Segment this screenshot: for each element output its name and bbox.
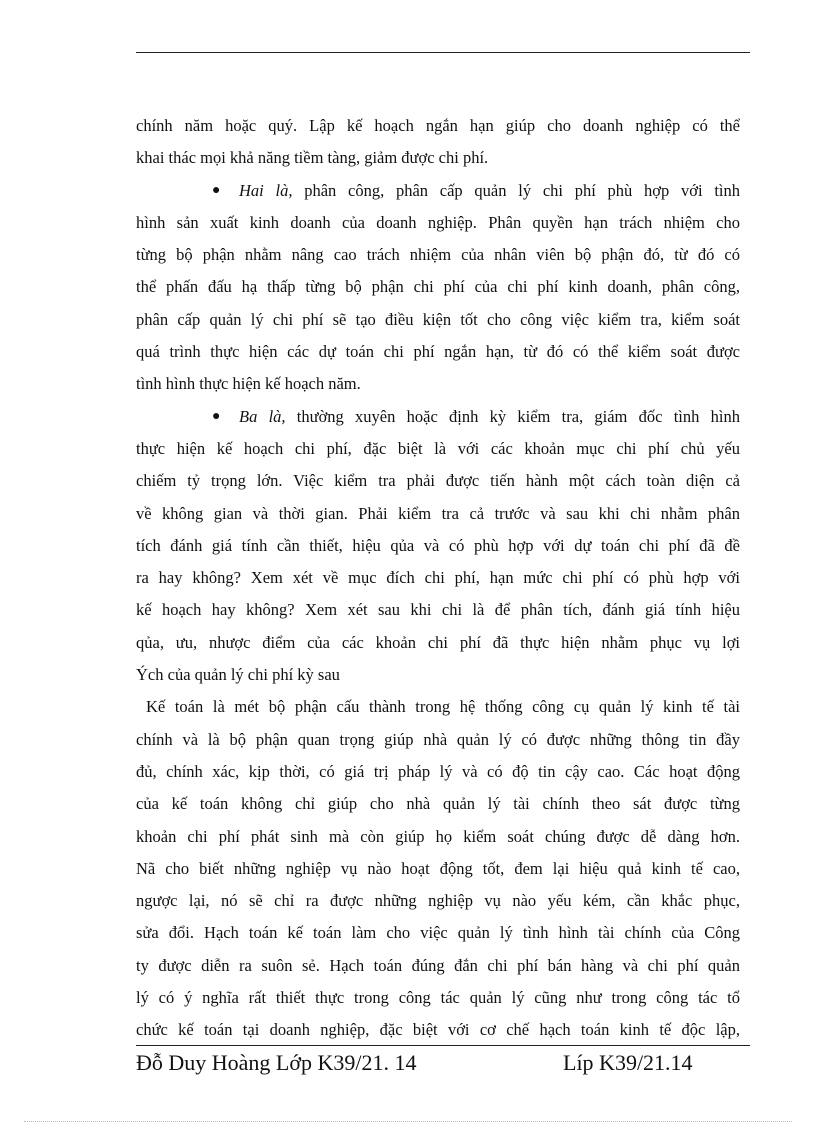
text-line: hình sản xuất kinh doanh của doanh nghiệp. Phân quyền hạn trách nhiệm cho <box>136 212 740 232</box>
bullet-icon: ● <box>212 408 221 424</box>
text-line: từng bộ phận nhằm nâng cao trách nhiệm của nhân viên bộ phận đó, từ đó có <box>136 245 740 265</box>
footer-class: Líp K39/21.14 <box>563 1050 693 1075</box>
bullet-text <box>239 401 740 433</box>
text-line: thể phấn đấu hạ thấp từng bộ phận chi phí của chi phí kinh doanh, phân công, <box>136 277 740 297</box>
text-line: qủa, ưu, nhược điểm của các khoản chi phí đã thực hiện nhằm phục vụ lợi <box>136 632 740 652</box>
text-line: của kế toán không chỉ giúp cho nhà quản lý tài chính theo sát được từng <box>136 794 740 814</box>
text-line: Nã cho biết những nghiệp vụ nào hoạt động tốt, đem lại hiệu quả kinh tế cao, <box>136 858 740 878</box>
text-line: ty được diễn ra suôn sẻ. Hạch toán đúng đắn chi phí bán hàng và chi phí quản <box>136 955 740 975</box>
text-line: phân cấp quản lý chi phí sẽ tạo điều kiện tốt cho công việc kiểm tra, kiểm soát <box>136 309 740 329</box>
text-line: chiếm tỷ trọng lớn. Việc kiểm tra phải được tiến hành một cách toàn diện cả <box>136 471 740 491</box>
text-line: khai thác mọi khả năng tiềm tàng, giảm được chi phí. <box>136 148 489 168</box>
footer-rule <box>136 1045 750 1046</box>
text-line: chính và là bộ phận quan trọng giúp nhà quản lý có được những thông tin đầy <box>136 729 740 749</box>
text-line: kế hoạch hay không? Xem xét sau khi chi là để phân tích, đánh giá tính hiệu <box>136 600 740 620</box>
text-line: thực hiện kế hoạch chi phí, đặc biệt là với các khoản mục chi phí chủ yếu <box>136 438 740 458</box>
text-line: chính năm hoặc quý. Lập kế hoạch ngắn hạn giúp cho doanh nghiệp có thể <box>136 116 740 135</box>
page-body <box>136 110 740 1047</box>
bullet-first-text: thường xuyên hoặc định kỳ kiểm tra, giám đốc tình hình <box>285 406 740 426</box>
text-line: Kế toán là mét bộ phận cấu thành trong hệ thống công cụ quản lý kinh tế tài <box>146 697 740 717</box>
bullet-lead: Ba là, <box>239 406 286 426</box>
text-line: tình hình thực hiện kế hoạch năm. <box>136 374 361 394</box>
bullet-first-text: phân công, phân cấp quản lý chi phí phù hợp với tình <box>292 180 740 200</box>
text-line: về không gian và thời gian. Phải kiểm tra cả trước và sau khi chi nhằm phân <box>136 503 740 523</box>
footer-author: Đỗ Duy Hoàng Lớp K39/21. 14 <box>136 1050 417 1075</box>
bullet-lead: Hai là, <box>239 180 293 200</box>
intro-paragraph <box>136 110 740 175</box>
text-line: sửa đổi. Hạch toán kế toán làm cho việc quản lý tình hình tài chính của Công <box>136 923 740 943</box>
text-line: ngược lại, nó sẽ chỉ ra được những nghiệp vụ nào yếu kém, cần khắc phục, <box>136 891 740 911</box>
text-line: lý có ý nghĩa rất thiết thực trong công tác quản lý cũng như trong công tác tổ <box>136 988 740 1008</box>
text-line: tích đánh giá tính cần thiết, hiệu qủa và có phù hợp với dự toán chi phí đã đề <box>136 535 740 555</box>
text-line: Ých của quản lý chi phí kỳ sau <box>136 665 340 685</box>
text-line: ra hay không? Xem xét về mục đích chi phí, hạn mức chi phí có phù hợp với <box>136 568 740 588</box>
text-line: quá trình thực hiện các dự toán chi phí ngắn hạn, từ đó có thể kiểm soát được <box>136 342 740 362</box>
bullet-item-two <box>136 175 740 401</box>
bullet-icon: ● <box>212 182 221 198</box>
accounting-paragraph <box>136 691 740 1046</box>
bullet-item-three <box>136 401 740 692</box>
bullet-first-line <box>136 175 740 207</box>
text-line: khoản chi phí phát sinh mà còn giúp họ kiểm soát chúng được dễ dàng hơn. <box>136 826 740 846</box>
text-line: đủ, chính xác, kịp thời, có giá trị pháp lý và có độ tin cậy cao. Các hoạt động <box>136 761 740 781</box>
page-edge-divider <box>24 1121 792 1122</box>
header-rule <box>136 52 750 53</box>
bullet-text <box>239 175 740 207</box>
bullet-first-line <box>136 401 740 433</box>
text-line: chức kế toán tại doanh nghiệp, đặc biệt với cơ chế hạch toán kinh tế độc lập, <box>136 1020 740 1040</box>
